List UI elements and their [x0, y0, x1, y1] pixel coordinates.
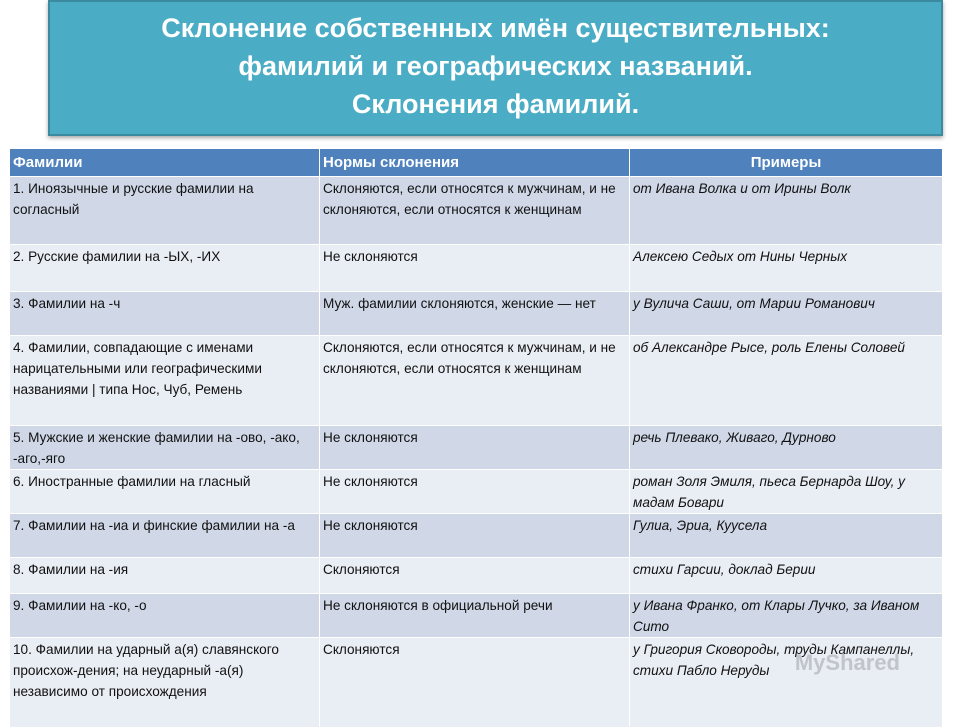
surname-cell: 7. Фамилии на -иа и финские фамилии на -а	[10, 514, 320, 558]
header-examples: Примеры	[630, 149, 943, 177]
norm-cell: Муж. фамилии склоняются, женские — нет	[320, 292, 630, 336]
header-surnames: Фамилии	[10, 149, 320, 177]
surname-cell: 2. Русские фамилии на -ЫХ, -ИХ	[10, 245, 320, 292]
norm-cell: Не склоняются	[320, 245, 630, 292]
norm-cell: Не склоняются	[320, 514, 630, 558]
table-row	[10, 336, 943, 426]
norm-cell: Не склоняются	[320, 426, 630, 470]
title-line-1: Склонение собственных имён существительных:	[161, 13, 830, 43]
table-row	[10, 558, 943, 594]
watermark: MyShared	[794, 650, 900, 675]
surname-cell: 6. Иностранные фамилии на гласный	[10, 470, 320, 514]
example-cell: Алексею Седых от Нины Черных	[630, 245, 943, 292]
example-cell: об Александре Рысе, роль Елены Соловей	[630, 336, 943, 426]
norm-cell: Не склоняются	[320, 470, 630, 514]
example-cell: роман Золя Эмиля, пьеса Бернарда Шоу, у мадам Бовари	[630, 470, 943, 514]
norm-cell: Склоняются, если относятся к мужчинам, и не склоняются, если относятся к женщинам	[320, 177, 630, 245]
table-row	[10, 470, 943, 514]
table-row	[10, 292, 943, 336]
example-cell: у Григория Сковороды, труды Кампанеллы, стихи Пабло Неруды	[630, 638, 943, 728]
header-norms: Нормы склонения	[320, 149, 630, 177]
table-row	[10, 594, 943, 638]
slide-title	[48, 0, 943, 136]
norm-cell: Склоняются	[320, 638, 630, 728]
declension-table	[9, 148, 943, 728]
surname-cell: 10. Фамилии на ударный а(я) славянского происхож-дения; на неударный -а(я) независимо от происхождения	[10, 638, 320, 728]
title-line-3: Склонения фамилий.	[351, 89, 640, 119]
table-row	[10, 426, 943, 470]
surname-cell: 9. Фамилии на -ко, -о	[10, 594, 320, 638]
title-line-2: фамилий и географических названий.	[238, 51, 753, 81]
surname-cell: 3. Фамилии на -ч	[10, 292, 320, 336]
surname-cell: 5. Мужские и женские фамилии на -ово, -ако, -аго,-яго	[10, 426, 320, 470]
table-row	[10, 245, 943, 292]
surname-cell: 4. Фамилии, совпадающие с именами нарицательными или географическими названиями | типа Нос, Чуб, Ремень	[10, 336, 320, 426]
example-cell: Гулиа, Эриа, Куусела	[630, 514, 943, 558]
example-cell: речь Плевако, Живаго, Дурново	[630, 426, 943, 470]
example-cell: у Ивана Франко, от Клары Лучко, за Иваном Сито	[630, 594, 943, 638]
norm-cell: Склоняются, если относятся к мужчинам, и не склоняются, если относятся к женщинам	[320, 336, 630, 426]
table-row	[10, 514, 943, 558]
table-header-row	[10, 149, 943, 177]
norm-cell: Не склоняются в официальной речи	[320, 594, 630, 638]
example-cell: стихи Гарсии, доклад Берии	[630, 558, 943, 594]
example-cell: у Вулича Саши, от Марии Романович	[630, 292, 943, 336]
norm-cell: Склоняются	[320, 558, 630, 594]
surname-cell: 1. Иноязычные и русские фамилии на согласный	[10, 177, 320, 245]
surname-cell: 8. Фамилии на -ия	[10, 558, 320, 594]
example-cell: от Ивана Волка и от Ирины Волк	[630, 177, 943, 245]
table-row	[10, 177, 943, 245]
